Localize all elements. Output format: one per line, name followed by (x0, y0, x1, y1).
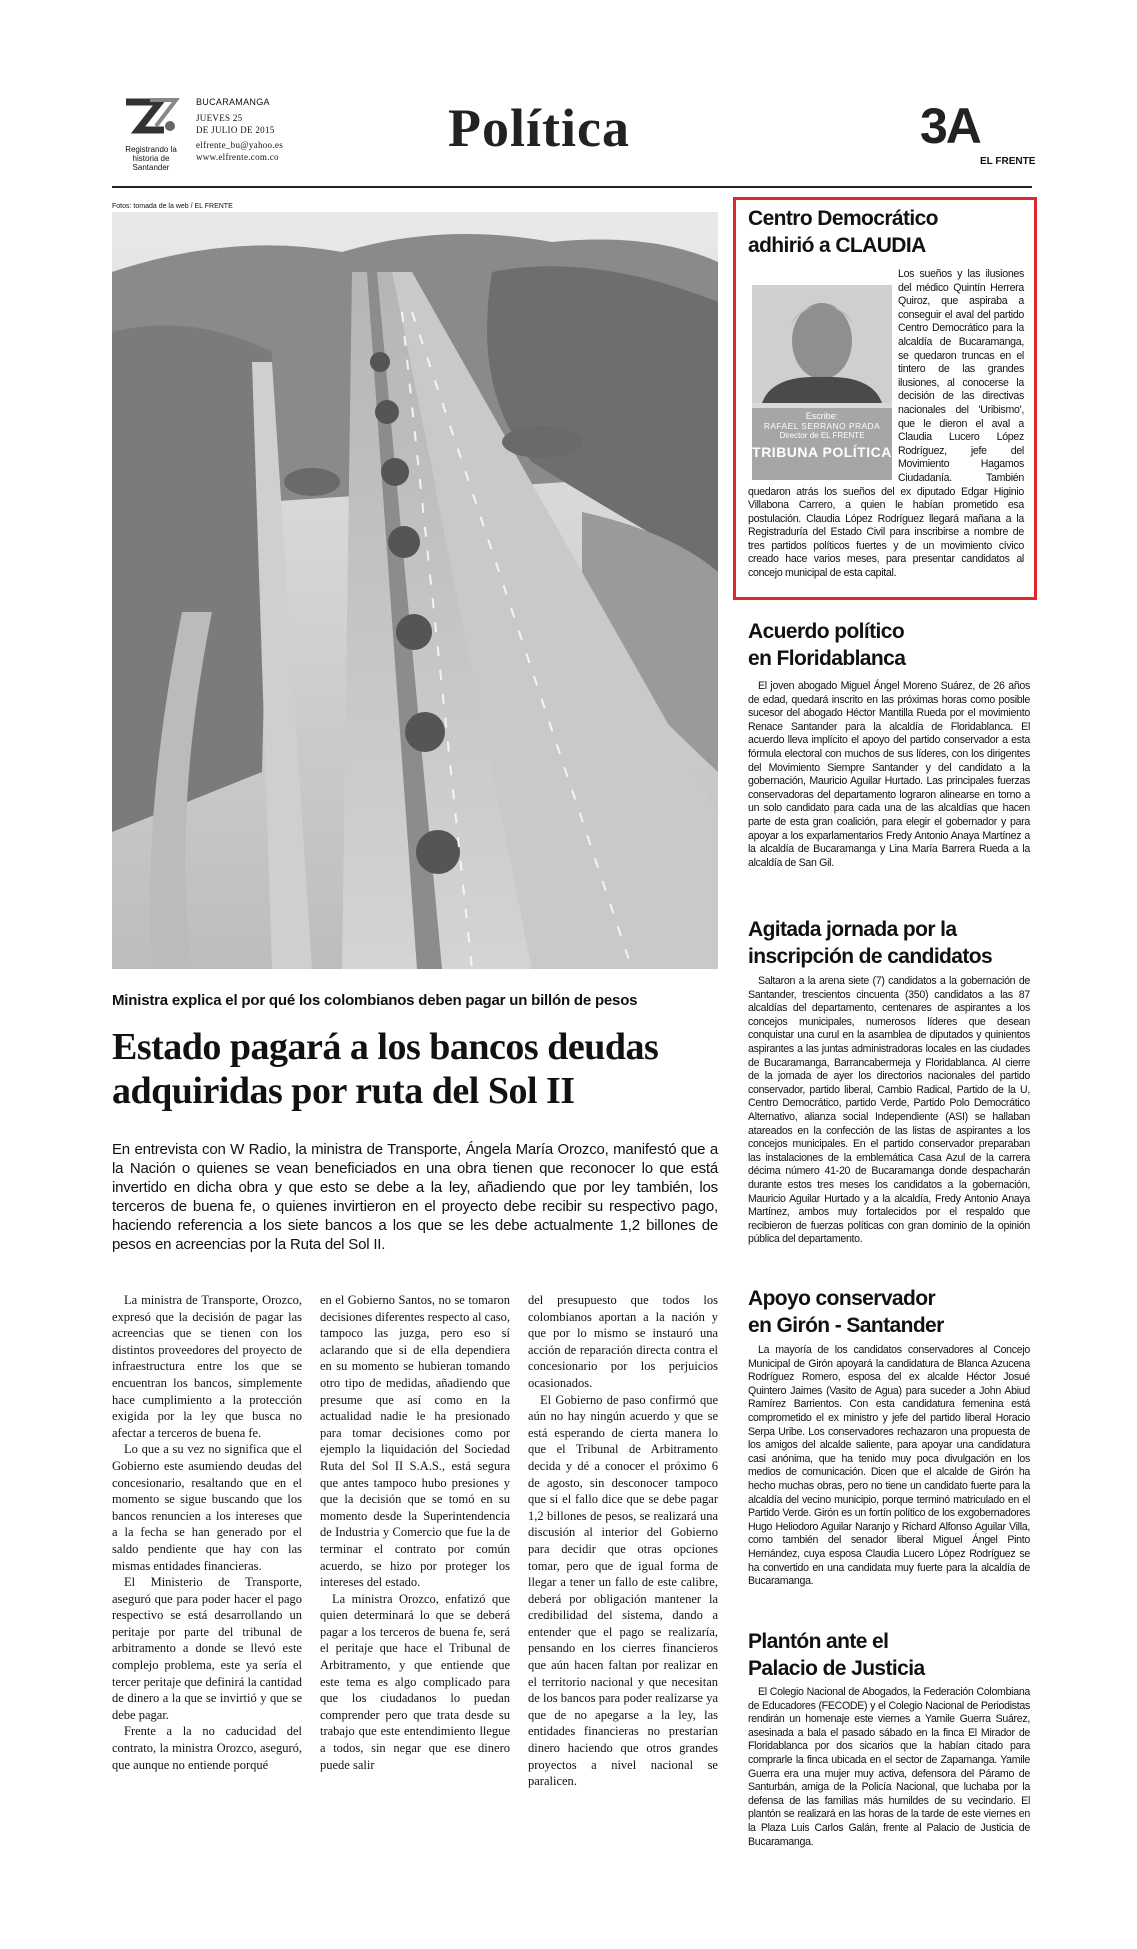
box-title-line-1: Centro Democrático (748, 207, 938, 230)
section-title: Política (448, 98, 630, 158)
article-3-paragraph: Saltaron a la arena siete (7) candidatos a la gobernación de Santander, trescientos cincuenta (350) candidatos a las 87 alcaldías del departamento, centenares de aspirantes a los concejos municipales, numerosos líderes que desean conquistar una curul en la asamblea de diputados y quinientos aspirantes a las juntas administradoras locales en las ciudades de Bucaramanga, Barrancabermeja y Floridablanca. Al cierre de la jornada de ayer los directorios nacionales del partido conservador, partido liberal, Cambio Radical, Partido de la U, Centro Democrático, partido Verde, Partido Polo Democrático Alternativo, alianza social Independiente (ASI) se hallaban atareados en la confección de las listas de aspirantes a los concejos municipales. En el partido conservador preparaban las instalaciones de la emblemática Casa Azul de la carrera décima número 41-20 de Bucaramanga donde despacharán durante estos tres meses los candidatos a la gobernación, Mauricio Aguilar Hurtado y a la alcaldía, Fredy Antonio Anaya Martínez, ambos muy fortalecidos por el respaldo que recibieron de fuerzas políticas con gran dominio de la opinión pública del departamento. (748, 975, 1030, 1246)
paragraph: en el Gobierno Santos, no se tomaron decisiones diferentes respecto al caso, tampoco las juzga, pero eso sí aclarando que si de ella dependiera en su momento se hubieran tomando otro tipo de medidas, añadiendo que presume que así como en la actualidad nadie le ha presionado para tomar decisiones como por ejemplo la liquidación del Sociedad Ruta del Sol II S.A.S., está segura que antes tampoco hubo presiones y que la decisión que se tomó en su momento desde la Superintendencia de Industria y Comercio que fue la de terminar el contrato por común acuerdo, se hizo por proteger los intereses del estado. (320, 1293, 510, 1590)
article-4-title-line-1: Apoyo conservador (748, 1287, 936, 1310)
paragraph: El Gobierno de paso confirmó que aún no hay ningún acuerdo y que se está esperando de cierta manera lo que el Tribunal de Arbitramento decida y dé a conocer el próximo 6 de agosto, sin desconocer tampoco que si el fallo dice que se debe pagar 1,2 billones de pesos, se realizará una discusión al interior del Gobierno para decidir que otras opciones tomar, pero que de igual forma de llegar a tener un fallo de este calibre, deberá por obligación mantener la credibilidad del sistema, dando a entender que el pago se realizaría, pensando en los cierres financieros que aún hacen faltan por realizar en el territorio nacional y que necesitan de los bancos para poder realizarse ya que de no apegarse a la ley, las entidades financieras no prestarían dinero haciendo que otros grandes proyectos a nivel nacional se paralicen. (528, 1392, 718, 1789)
article-3-title-line-1: Agitada jornada por la (748, 918, 957, 941)
article-2-title (748, 618, 905, 672)
box-paragraph: Los sueños y las ilusiones del médico Quintín Herrera Quiroz, que aspiraba a conseguir el aval del partido Centro Democrático para la alcaldía de Bucaramanga, se quedaron truncas en el tintero de las grandes ilusiones, al conocerse la decisión de las directivas nacionales del 'Uribismo', que le dieron el aval a Claudia Lucero López Rodríguez, jefe del Movimiento Hagamos Ciudadanía. También quedaron atrás los sueños del ex diputado Edgar Higinio Villabona Carrero, a quien le habían prometido esa postulación. Claudia López Rodríguez llegará mañana a la Registraduría del Estado Civil para inscribirse a nombre de tres partidos políticos fuertes y de un movimiento cívico creado hace varios meses, para presentar candidatos al concejo municipal de esta capital. (748, 268, 1024, 580)
article-3-text (748, 975, 1030, 1247)
logo-mark-icon (120, 96, 182, 138)
article-lead: En entrevista con W Radio, la ministra de Transporte, Ángela María Orozco, manifestó que a la Nación o quienes se vean beneficiados en una obra tienen que reconocer lo que está invertido en dicha obra y que esto se debe a la ley, añadiendo que por ley también, los terceros de buena fe, o quienes invirtieron en el proyecto debe recibir su respectivo pago, haciendo referencia a los siete bancos a los que se les debe actualmente 1,2 billones de pesos en acreencias por la Ruta del Sol II. (112, 1141, 718, 1253)
paragraph: del presupuesto que todos los colombianos aportan a la nación y que por lo mismo se instauró una acción de reparación directa contra el concesionario por los perjuicios ocasionados. (528, 1293, 718, 1390)
header-divider (112, 186, 1032, 188)
header-info (196, 96, 283, 163)
paragraph: La ministra de Transporte, Orozco, expresó que la decisión de pagar las acreencias que se tienen con los distintos proveedores del proyecto de infraestructura entre los que se encuentran los bancos, simplemente hace cumplimiento a la protección exigida por la ley que busca no afectar a terceros de buena fe. (112, 1293, 302, 1440)
article-2-title-line-2: en Floridablanca (748, 647, 906, 670)
article-column-3 (528, 1292, 718, 1790)
paragraph: El Ministerio de Transporte, aseguró que para poder hacer el pago respectivo se está desarrollando un peritaje por parte del tribunal de arbitramento a donde se llevó este complejo problema, este ya sería el tercer peritaje que definirá la cantidad de dinero a la que se invirtió y que se debe pagar. (112, 1575, 302, 1722)
article-column-2 (320, 1292, 510, 1773)
article-5-paragraph: El Colegio Nacional de Abogados, la Federación Colombiana de Educadores (FECODE) y el Colegio Nacional de Periodistas rendirán un homenaje este viernes a Yamile Guerra Suárez, asesinada a bala el pasado sábado en la finca El Mirador de Floridablanca por dos sicarios que la habían citado para comprarle la finca ubicada en el sector de Zapamanga. Yamile Guerra era una mujer muy activa, defensora del Páramo de Santurbán, amiga de la Policía Nacional, que luchaba por la defensa de las familias más humildes de su vecindario. El plantón se realizará en las horas de la tarde de este viernes en la Plaza Luis Carlos Galán, frente al Palacio de Justicia de Bucaramanga. (748, 1686, 1030, 1848)
box-text (748, 268, 1024, 581)
article-4-title (748, 1285, 944, 1339)
box-title (748, 205, 938, 259)
box-title-line-2: adhirió a CLAUDIA (748, 234, 926, 257)
article-3-title (748, 916, 992, 970)
article-5-title-line-1: Plantón ante el (748, 1630, 889, 1653)
page-number: 3A (920, 98, 980, 154)
article-5-text (748, 1686, 1030, 1849)
article-column-1 (112, 1292, 302, 1773)
paragraph: Lo que a su vez no significa que el Gobierno este asumiendo deudas del concesionario, resaltando que en el momento se sigue buscando que los bancos renuncien a los intereses que a la fecha se han generado por el saldo pendiente que hay con las mismas entidades financieras. (112, 1442, 302, 1573)
article-2-title-line-1: Acuerdo político (748, 620, 905, 643)
article-4-title-line-2: en Girón - Santander (748, 1314, 944, 1337)
article-5-title (748, 1628, 925, 1682)
article-5-title-line-2: Palacio de Justicia (748, 1657, 925, 1680)
caption-role: Director de EL FRENTE (779, 431, 865, 440)
caption-name: RAFAEL SERRANO PRADA (763, 421, 881, 431)
article-2-paragraph: El joven abogado Miguel Ángel Moreno Suárez, de 26 años de edad, quedará inscrito en las próximas horas como posible sucesor del abogado Héctor Mantilla Rueda por el movimiento Renace Santander para la alcaldía de Floridablanca. El acuerdo lleva implícito el apoyo del partido conservador a esta fórmula electoral con muchos de sus líderes, con los dirigentes del Movimiento Siempre Santander y del candidato a la gobernación, Mauricio Aguilar Hurtado. Las principales fuerzas conservadoras del departamento lograron alinearse en torno a un solo candidato para cada una de las alcaldías que hacen parte de esta gran coalición, para elegir el gobernador y para apoyar a los exparlamentarios Fredy Antonio Anaya Martínez a la alcaldía de Bucaramanga y Lina María Barrera Rueda a la alcaldía de San Gil. (748, 680, 1030, 869)
photo-credit: Fotos: tomada de la web / EL FRENTE (112, 203, 233, 210)
header-date-month: DE JULIO DE 2015 (196, 125, 275, 135)
article-4-text (748, 1344, 1030, 1589)
article-headline: Estado pagará a los bancos deudas adquiridas por ruta del Sol II (112, 1026, 659, 1112)
brand-label: EL FRENTE (980, 156, 1036, 167)
header-date-day: JUEVES 25 (196, 113, 243, 123)
caption-writes: Escribe: (805, 411, 839, 421)
article-4-paragraph: La mayoría de los candidatos conservadores al Concejo Municipal de Girón apoyará la candidatura de Blanca Azucena Rodríguez Romero, esposa del ex alcalde Héctor Josué Quintero Jaimes (Vasito de Agua) para suceder a John Abiud Ramírez Barrientos. Con esta candidatura femenina está comprometido el ex ministro y jefe del partido liberal Horacio Serpa Uribe. Los conservadores rechazaron una propuesta de los amigos del alcalde saliente, para apoyar una candidatura casi anónima, que ha tenido muy poca divulgación en los medios de comunicación. Dicen que el alcalde de Girón ha hecho muchas obras, pero no tiene un candidato fuerte para la alcaldía del vecino municipio, porque terminó matriculado en el Partido Verde. Girón es un fortín político de los exgobernadores Hugo Heliodoro Aguilar Naranjo y Richard Alfonso Aguilar Villa, como también del senador liberal Miguel Ángel Pinto Hernández, cuya esposa Claudia Lucero López Rodríguez se ha convertido en una candidata muy fuerte para la alcaldía de Bucaramanga. (748, 1344, 1030, 1588)
logo-tagline: Registrando la historia de Santander (125, 145, 177, 172)
paragraph: Frente a la no caducidad del contrato, la ministra Orozco, aseguró, que aunque no entiende porqué (112, 1724, 302, 1772)
newspaper-logo (120, 96, 182, 172)
article-3-title-line-2: inscripción de candidatos (748, 945, 993, 968)
article-kicker: Ministra explica el por qué los colombianos deben pagar un billón de pesos (112, 992, 638, 1009)
header-email[interactable]: elfrente_bu@yahoo.es (196, 140, 284, 150)
article-2-text (748, 680, 1030, 870)
caption-column: TRIBUNA POLÍTICA (752, 444, 892, 460)
paragraph: La ministra Orozco, enfatizó que quien determinará lo que se deberá pagar a los terceros de buena fe, será el peritaje que hace el Tribunal de Arbitramento, y que entiende que este tema es algo complicado para que los ciudadanos lo puedan comprender pero que trata desde su trabajo que este entendimiento llegue a todos, sin negar que ese dinero puede salir (320, 1591, 510, 1772)
header-web[interactable]: www.elfrente.com.co (196, 152, 279, 162)
header-city: BUCARAMANGA (196, 97, 270, 107)
highway-aerial-photo (112, 212, 718, 969)
